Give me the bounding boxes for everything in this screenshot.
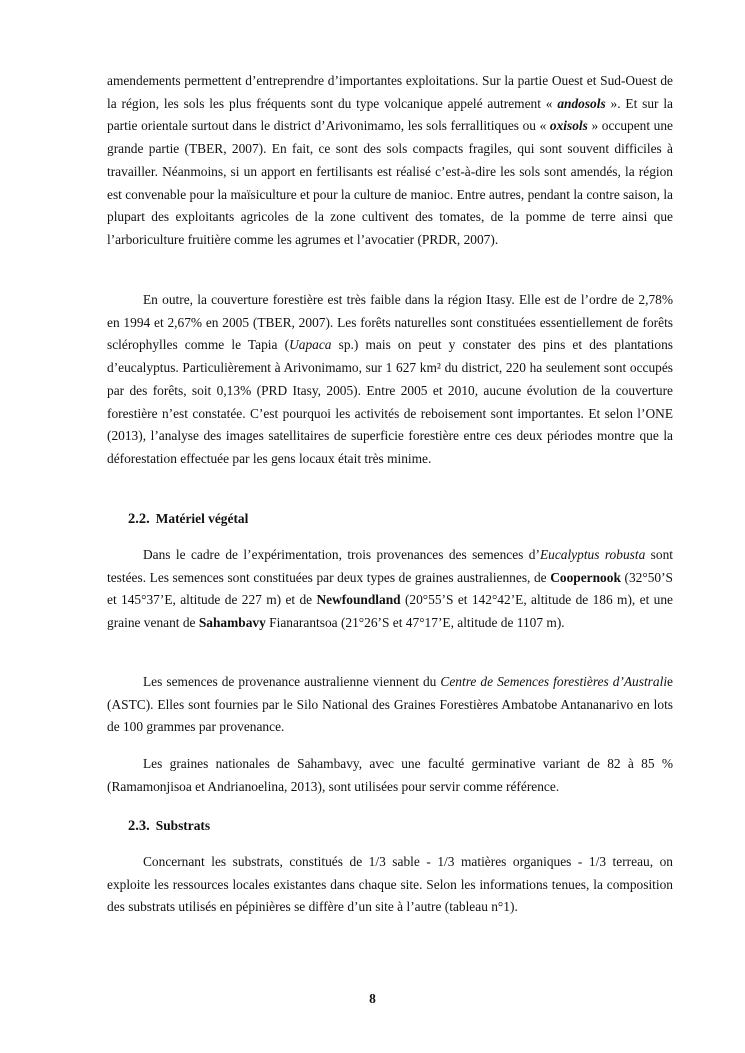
term-andosols: andosols bbox=[557, 95, 606, 111]
text-run: (32°50’S et 145°37’E, altitude de 227 m) et de bbox=[107, 569, 674, 608]
text-run: Les semences de provenance australienne viennent du bbox=[143, 674, 441, 689]
provenance-coopernook: Coopernook bbox=[550, 569, 621, 585]
paragraph-plant-material bbox=[107, 544, 673, 635]
term-oxisols: oxisols bbox=[549, 118, 588, 134]
text-run: sp.) mais on peut y constater des pins et des plantations d’eucalyptus. Particulièrement à Arivonimamo, sur 1 627 km² du district, 220 ha seulement sont occupés par des forêts, soit 0,13% (PRD Itasy, 2005). Entre 2005 et 2010, aucune évolution de la couverture forestière n’est constatée. C’est pourquoi les activités de reboisement sont importantes. Et selon l’ONE (2013), l’analyse des images satellitaires de superficie forestière entre ces deux périodes montre que la déforestation effectuée par les gens locaux était très minime. bbox=[107, 337, 673, 466]
text-run: sont testées. Les semences sont constituées par deux types de graines australiennes, de bbox=[107, 547, 673, 585]
text-run: (20°55’S et 142°42’E, altitude de 186 m), et une graine venant de bbox=[107, 592, 674, 631]
paragraph-forest-cover bbox=[107, 289, 673, 471]
text-run: Fianarantsoa (21°26’S et 47°17’E, altitude de 1107 m). bbox=[265, 615, 565, 631]
provenance-sahambavy: Sahambavy bbox=[198, 615, 266, 631]
text-run: Dans le cadre de l’expérimentation, trois provenances des semences d’ bbox=[143, 547, 540, 562]
text-run: ». Et sur la partie orientale surtout dans le district d’Arivonimamo, les sols ferrallitiques ou « bbox=[107, 95, 673, 134]
section-heading-2-3 bbox=[128, 816, 210, 836]
institution-name: Centre de Semences forestières d’Australi bbox=[440, 674, 668, 689]
paragraph-national-seeds bbox=[107, 753, 673, 798]
page-number: 8 bbox=[369, 991, 376, 1006]
text-run: Concernant les substrats, constitués de 1/3 sable - 1/3 matières organiques - 1/3 terreau, on exploite les ressources locales existantes dans chaque site. Selon les informations tenues, la composition des substrats utilisés en pépinières se diffère d’un site à l’autre (tableau n°1). bbox=[107, 854, 673, 915]
text-run: e (ASTC). Elles sont fournies par le Silo National des Graines Forestières Ambatobe Antananarivo en lots de 100 grammes par provenance. bbox=[107, 674, 673, 735]
paragraph-seed-source bbox=[107, 671, 673, 739]
section-number: 2.2. bbox=[128, 511, 150, 527]
section-title: Substrats bbox=[155, 818, 211, 833]
provenance-newfoundland: Newfoundland bbox=[316, 592, 401, 608]
text-run: Les graines nationales de Sahambavy, avec une faculté germinative variant de 82 à 85 % (Ramamonjisoa et Andrianoelina, 2013), sont utilisées pour servir comme référence. bbox=[107, 756, 673, 794]
section-heading-2-2 bbox=[128, 509, 248, 529]
section-title: Matériel végétal bbox=[155, 511, 249, 526]
text-run: amendements permettent d’entreprendre d’importantes exploitations. Sur la partie Ouest et Sud-Ouest de la région, les sols les plus fréquents sont du type volcanique appelé autrement « bbox=[107, 73, 673, 111]
text-run: En outre, la couverture forestière est très faible dans la région Itasy. Elle est de l’ordre de 2,78% en 1994 et 2,67% en 2005 (TBER, 2007). Les forêts naturelles sont constituées essentiellement de forêts sclérophylles comme le Tapia ( bbox=[107, 292, 673, 353]
text-run: » occupent une grande partie (TBER, 2007). En fait, ce sont des sols compacts fragiles, qui sont souvent difficiles à travailler. Néanmoins, si un apport en fertilisants est réalisé c’est-à-dire les sols sont amendés, la région est convenable pour la maïsiculture et pour la culture de manioc. Entre autres, pendant la contre saison, la plupart des exploitants agricoles de la zone cultivent des tomates, de la pomme de terre ainsi que l’arboriculture fruitière comme les agrumes et l’avocatier (PRDR, 2007). bbox=[107, 118, 674, 247]
species-name: Eucalyptus robusta bbox=[539, 547, 646, 562]
paragraph-soils bbox=[107, 70, 673, 252]
section-number: 2.3. bbox=[128, 818, 150, 834]
paragraph-substrates bbox=[107, 851, 673, 919]
genus-uapaca: Uapaca bbox=[289, 337, 332, 353]
